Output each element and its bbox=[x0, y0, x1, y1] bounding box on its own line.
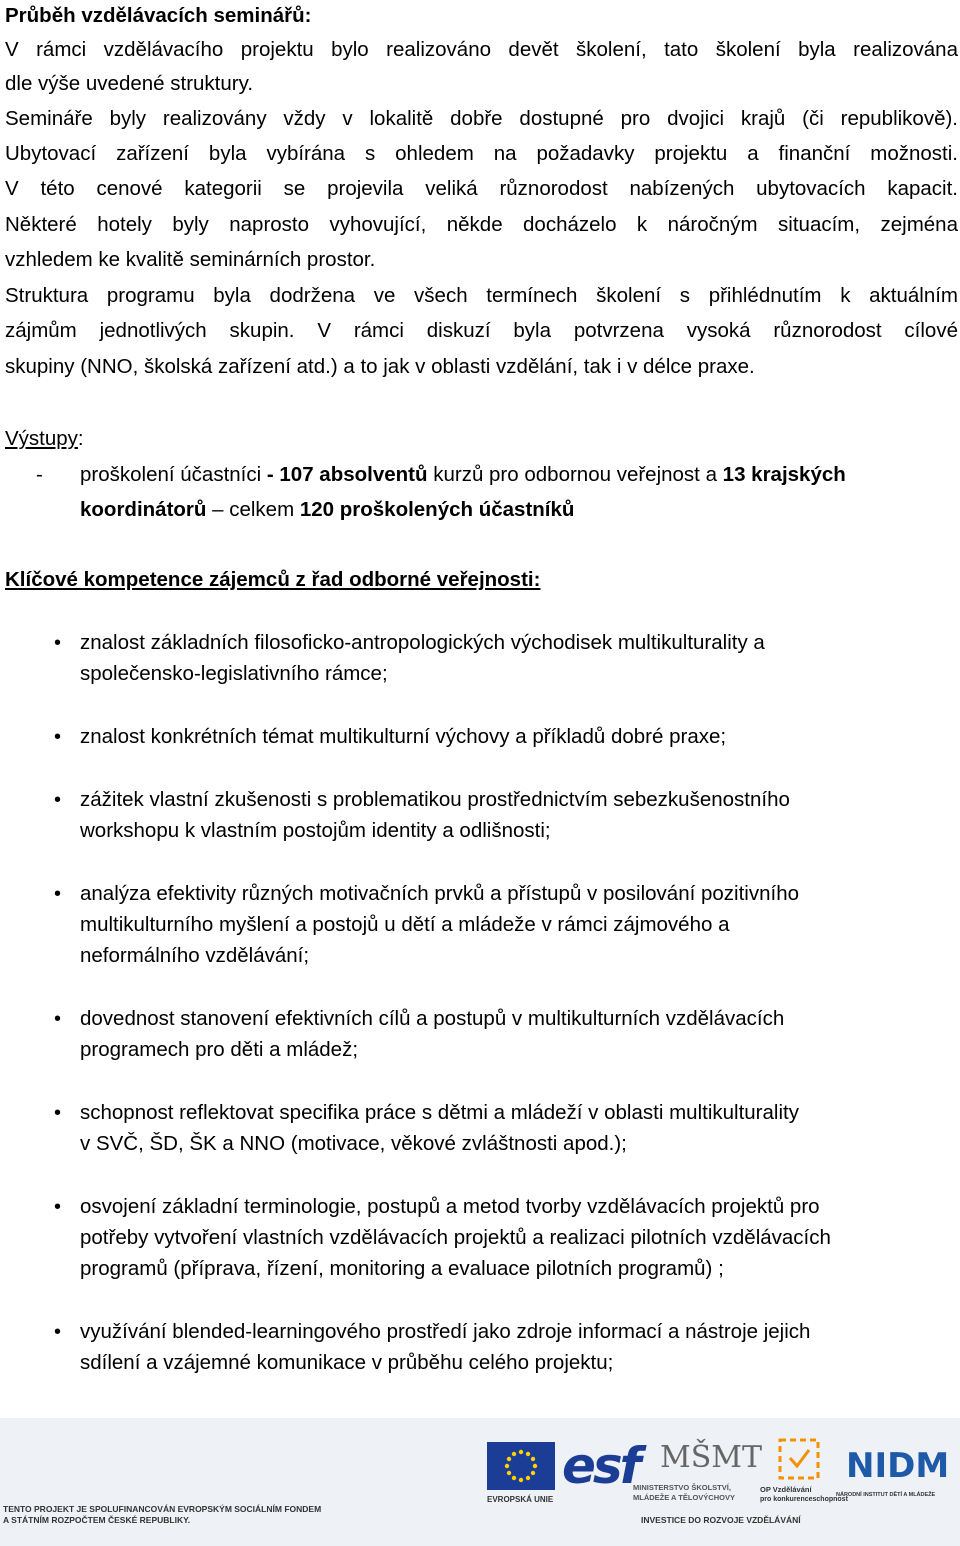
footer-logos bbox=[0, 1418, 960, 1546]
competence-item-line: sdílení a vzájemné komunikace v průběhu celého projektu; bbox=[80, 1351, 614, 1374]
bullet-icon: • bbox=[54, 1008, 62, 1030]
paragraph-line: V rámci vzdělávacího projektu bylo realizováno devět školení, tato školení byla realizována bbox=[5, 38, 958, 61]
competence-item-line: využívání blended-learningového prostředí jako zdroje informací a nástroje jejich bbox=[80, 1320, 811, 1343]
esf-logo: esf bbox=[562, 1437, 639, 1495]
paragraph-line: dle výše uvedené struktury. bbox=[5, 72, 254, 95]
competence-item-line: v SVČ, ŠD, ŠK a NNO (motivace, věkové zvláštnosti apod.); bbox=[80, 1132, 627, 1155]
outputs-title: Výstupy bbox=[5, 427, 78, 450]
outputs-line-1 bbox=[80, 462, 846, 488]
paragraph-line: V této cenové kategorii se projevila veliká různorodost nabízených ubytovacích kapacit. bbox=[5, 177, 958, 200]
outputs-text: kurzů pro odbornou veřejnost a bbox=[427, 463, 723, 486]
op-caption-1: OP Vzdělávání bbox=[760, 1485, 812, 1494]
op-caption-2: pro konkurenceschopnost bbox=[760, 1496, 848, 1503]
msmt-caption-1: MINISTERSTVO ŠKOLSTVÍ, bbox=[633, 1483, 731, 1492]
competence-item-line: dovednost stanovení efektivních cílů a postupů v multikulturních vzdělávacích bbox=[80, 1007, 785, 1030]
section-title: Průběh vzdělávacích seminářů: bbox=[5, 4, 312, 27]
competence-item-line: neformálního vzdělávání; bbox=[80, 944, 310, 967]
competence-item-line: znalost základních filosoficko-antropologických východisek multikulturality a bbox=[80, 631, 765, 654]
outputs-count: - 107 absolventů bbox=[266, 463, 428, 486]
bullet-icon: • bbox=[54, 632, 62, 654]
paragraph-line: Struktura programu byla dodržena ve všech termínech školení s přihlédnutím k aktuálním bbox=[5, 284, 958, 307]
outputs-dash: - bbox=[36, 463, 43, 486]
cofinance-line-2: A STÁTNÍM ROZPOČTEM ČESKÉ REPUBLIKY. bbox=[3, 1515, 191, 1525]
outputs-text: proškolení účastníci bbox=[80, 463, 267, 486]
outputs-count: 13 krajských bbox=[722, 463, 846, 486]
bullet-icon: • bbox=[54, 789, 62, 811]
paragraph-line: Ubytovací zařízení byla vybírána s ohledem na požadavky projektu a finanční možnosti. bbox=[5, 142, 958, 165]
invest-slogan: INVESTICE DO ROZVOJE VZDĚLÁVÁNÍ bbox=[641, 1515, 801, 1525]
bullet-icon: • bbox=[54, 1196, 62, 1218]
cofinance-line-1: TENTO PROJEKT JE SPOLUFINANCOVÁN EVROPSKÝM SOCIÁLNÍM FONDEM bbox=[3, 1504, 322, 1514]
competence-item-line: osvojení základní terminologie, postupů a metod tvorby vzdělávacích projektů pro bbox=[80, 1195, 820, 1218]
competence-item-line: zážitek vlastní zkušenosti s problematikou prostřednictvím sebezkušenostního bbox=[80, 788, 790, 811]
op-vzdelavani-icon bbox=[776, 1436, 822, 1482]
outputs-heading bbox=[5, 426, 84, 452]
bullet-icon: • bbox=[54, 1102, 62, 1124]
paragraph-line: zájmům jednotlivých skupin. V rámci diskuzí byla potvrzena vysoká různorodost cílové bbox=[5, 319, 958, 342]
eu-label: EVROPSKÁ UNIE bbox=[487, 1495, 554, 1504]
competence-item-line: multikulturního myšlení a postojů u dětí a mládeže v rámci zájmového a bbox=[80, 913, 730, 936]
eu-flag bbox=[487, 1442, 555, 1490]
nidm-caption: NÁRODNÍ INSTITUT DĚTÍ A MLÁDEŽE bbox=[836, 1492, 936, 1498]
competence-item-line: schopnost reflektovat specifika práce s dětmi a mládeží v oblasti multikulturality bbox=[80, 1101, 799, 1124]
competence-item-line: společensko-legislativního rámce; bbox=[80, 662, 388, 685]
bullet-icon: • bbox=[54, 726, 62, 748]
outputs-line-2 bbox=[80, 497, 574, 523]
competences-title: Klíčové kompetence zájemců z řad odborné veřejnosti: bbox=[5, 568, 541, 591]
competence-item-line: potřeby vytvoření vlastních vzdělávacích projektů a realizaci pilotních vzdělávacích bbox=[80, 1226, 831, 1249]
competence-item-line: programech pro děti a mládež; bbox=[80, 1038, 359, 1061]
msmt-caption-2: MLÁDEŽE A TĚLOVÝCHOVY bbox=[633, 1493, 735, 1502]
paragraph-line: vzhledem ke kvalitě seminárních prostor. bbox=[5, 248, 376, 271]
outputs-text: – celkem bbox=[206, 498, 300, 521]
bullet-icon: • bbox=[54, 1321, 62, 1343]
outputs-count: koordinátorů bbox=[80, 498, 207, 521]
nidm-logo: NIDM bbox=[846, 1446, 950, 1486]
competence-item-line: analýza efektivity různých motivačních prvků a přístupů v posilování pozitivního bbox=[80, 882, 799, 905]
bullet-icon: • bbox=[54, 883, 62, 905]
competence-item-line: znalost konkrétních témat multikulturní výchovy a příkladů dobré praxe; bbox=[80, 725, 727, 748]
paragraph-line: Semináře byly realizovány vždy v lokalitě dobře dostupné pro dvojici krajů (či republikově). bbox=[5, 107, 958, 130]
eu-stars-icon bbox=[487, 1442, 555, 1490]
paragraph-line: skupiny (NNO, školská zařízení atd.) a to jak v oblasti vzdělání, tak i v délce praxe. bbox=[5, 355, 755, 378]
competence-item-line: programů (příprava, řízení, monitoring a evaluace pilotních programů) ; bbox=[80, 1257, 724, 1280]
msmt-logo: MŠMT bbox=[660, 1440, 762, 1475]
outputs-colon: : bbox=[77, 427, 84, 450]
paragraph-line: Některé hotely byly naprosto vyhovující, někde docházelo k náročným situacím, zejména bbox=[5, 213, 958, 236]
outputs-total: 120 proškolených účastníků bbox=[299, 498, 575, 521]
competence-item-line: workshopu k vlastním postojům identity a odlišnosti; bbox=[80, 819, 551, 842]
op-logo bbox=[776, 1436, 822, 1482]
